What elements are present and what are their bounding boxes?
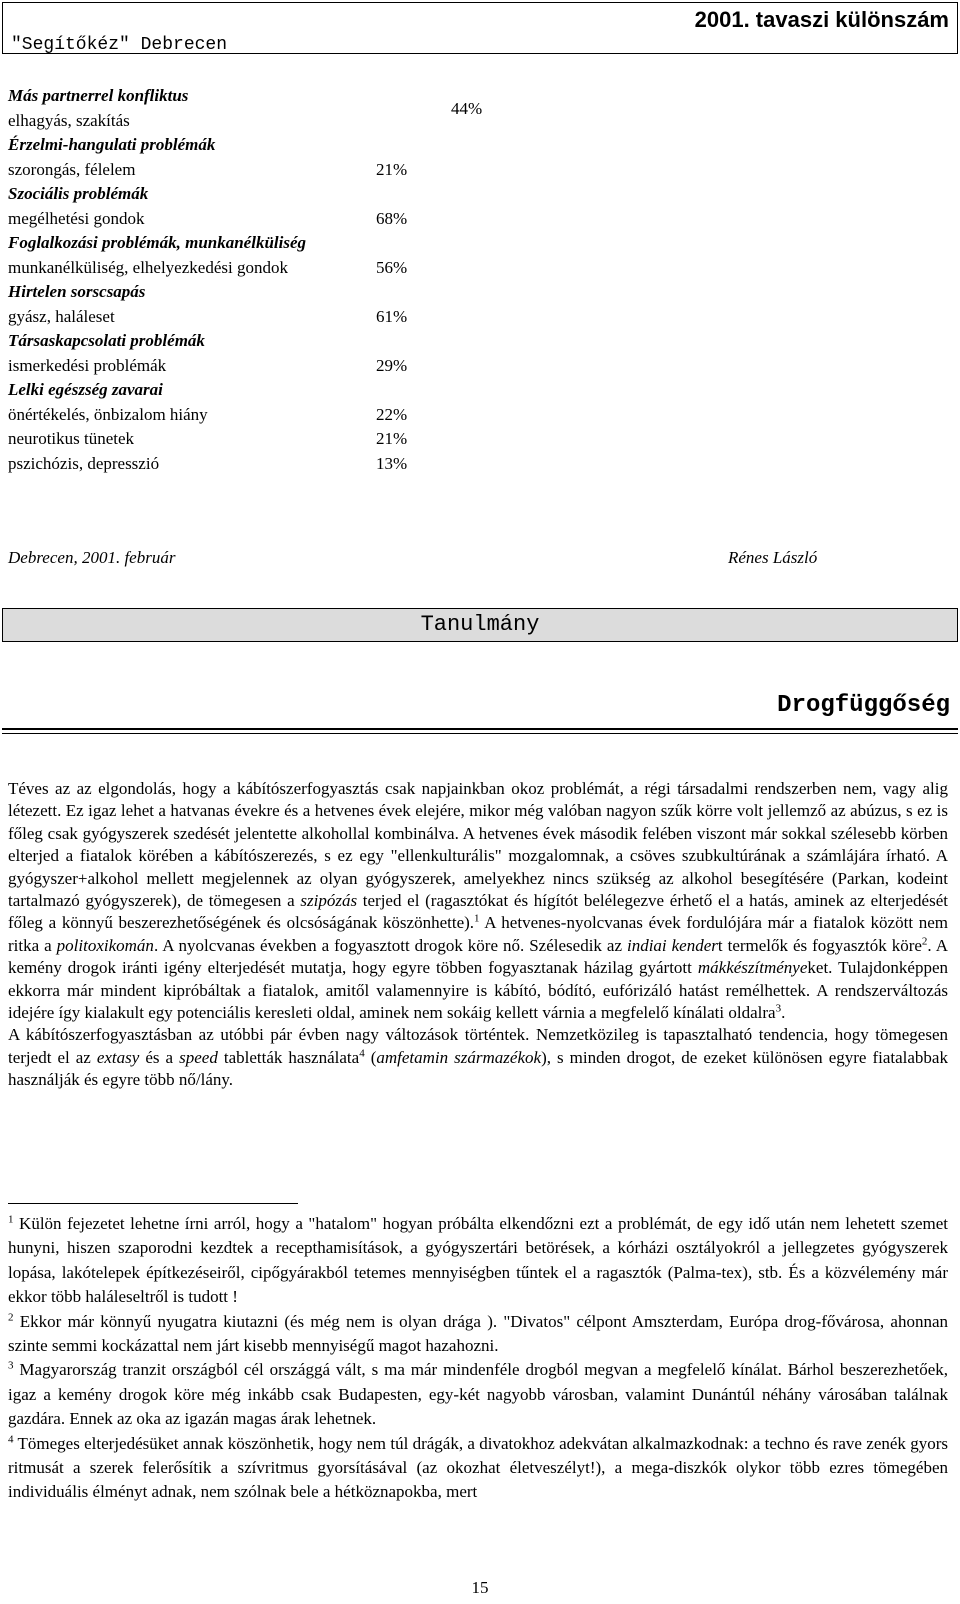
row-percentage: 61% xyxy=(376,306,408,326)
article-body xyxy=(8,778,948,1092)
footnote-text: Magyarország tranzit országból cél országgá vált, s ma már mindenféle drogból megvan a megfelelő kínálat. Bárhol beszerezhetőek, igaz a kemény drogok köre még inkább csak Budapesten, egy-két nagyobb városban, valamint Dunántúl néhány városában találnak gazdára. Ennek az oka az igazán magas árak lehetnek. xyxy=(8,1360,948,1429)
row-label: Érzelmi-hangulati problémák xyxy=(8,135,216,154)
row-percentage: 22% xyxy=(376,404,408,424)
table-row xyxy=(8,207,488,232)
footnote-number: 4 xyxy=(8,1433,14,1445)
footnote-number: 2 xyxy=(8,1310,14,1323)
paragraph-2: A kábítószerfogyasztásban az utóbbi pár évben nagy változások történtek. Nemzetközileg is tapasztalható tendencia, hogy tömegesen terjedt el az extasy és a speed tabletták használata$^4$ (amfetamin származékok), s minden drogot, de ezeket különösen egyre fiatalabbak használják és egyre több nő/lány. xyxy=(8,1025,948,1090)
footnote-ref-3: 3 xyxy=(775,1002,782,1015)
row-percentage: 21% xyxy=(376,429,408,448)
author-name: Rénes László xyxy=(728,548,818,567)
row-label: elhagyás, szakítás xyxy=(8,110,130,130)
row-percentage: 21% xyxy=(376,159,408,179)
table-row xyxy=(8,452,488,477)
row-label: Lelki egészség zavarai xyxy=(8,380,163,399)
row-label: pszichózis, depresszió xyxy=(8,453,160,473)
footnote-ref-1: 1 xyxy=(474,912,480,925)
table-row xyxy=(8,403,488,428)
row-label: Társaskapcsolati problémák xyxy=(8,331,205,350)
place-date: Debrecen, 2001. február xyxy=(8,548,176,567)
article-title: Drogfüggőség xyxy=(777,692,950,719)
row-label: Foglalkozási problémák, munkanélküliség xyxy=(8,233,307,252)
row-label: ismerkedési problémák xyxy=(8,355,167,375)
footnote xyxy=(8,1358,948,1431)
row-percentage: 29% xyxy=(376,355,408,375)
footnote-text: Tömeges elterjedésüket annak köszönhetik, hogy nem túl drágák, a divatokhoz adekvátan alkalmazkodnak: a techno és rave zenék gyors ritmusát a szerek felerősítik a szívritmus gyorsításával (az okozhat életveszélyt!), a mega-diszkók olykor több ezres tömegében individuális élményt adnak, nem szólnak bele a hétköznapokba, mert xyxy=(8,1433,948,1502)
footnote xyxy=(8,1432,948,1505)
header-publisher: "Segítőkéz" Debrecen xyxy=(11,35,228,55)
problem-statistics-table xyxy=(8,84,488,476)
table-row xyxy=(8,427,488,452)
row-label: Hirtelen sorscsapás xyxy=(8,282,146,301)
row-label: Más partnerrel konfliktus xyxy=(8,86,189,105)
table-row xyxy=(8,256,488,281)
category-heading xyxy=(8,133,488,158)
row-label: Szociális problémák xyxy=(8,184,149,203)
page-number: 15 xyxy=(471,1578,489,1597)
row-label: neurotikus tünetek xyxy=(8,429,135,448)
row-percentage: 56% xyxy=(376,257,408,277)
category-heading xyxy=(8,84,488,109)
row-label: megélhetési gondok xyxy=(8,208,145,228)
table-row xyxy=(8,305,488,330)
row-label: önértékelés, önbizalom hiány xyxy=(8,404,208,424)
category-heading xyxy=(8,329,488,354)
table-row xyxy=(8,354,488,379)
category-heading xyxy=(8,378,488,403)
row-label: munkanélküliség, elhelyezkedési gondok xyxy=(8,257,288,277)
title-rule-thin xyxy=(2,733,958,734)
footnote-text: Ekkor már könnyű nyugatra kiutazni (és még nem is olyan drága ). "Divatos" célpont Amszterdam, Európa drog-fővárosa, ahonnan szinte semmi kockázattal nem járt kisebb mennyiségű magot hazahozni. xyxy=(8,1311,948,1356)
section-banner: Tanulmány xyxy=(2,608,958,642)
footnote-text: Külön fejezetet lehetne írni arról, hogy a "hatalom" hogyan próbálta elkendőzni ezt a problémát, de egy idő után nem lehetett szemet hunyni, hiszen szaporodni kezdtek a recepthamisítások, a gyógyszertári betörések, a kórházi osztályokról a jellegzetes gyógyszerek lopása, lakótelepek építkezéseiről, cipőgyárakból tetemes mennyiségben tűntek el a ragasztók (Palma-tex), stb. És a közvélemény már ekkor több haláleseltről is tudott ! xyxy=(8,1214,948,1307)
footnote-number: 1 xyxy=(8,1213,14,1226)
footnote-number: 3 xyxy=(8,1359,14,1372)
category-heading xyxy=(8,280,488,305)
table-row xyxy=(8,98,488,134)
footnote-ref-2: 2 xyxy=(921,935,928,948)
row-percentage: 68% xyxy=(376,208,408,228)
footnote xyxy=(8,1212,948,1310)
footnote-separator xyxy=(8,1203,298,1204)
category-heading xyxy=(8,182,488,207)
category-heading xyxy=(8,231,488,256)
footnotes xyxy=(8,1212,948,1505)
header-issue: 2001. tavaszi különszám xyxy=(694,7,949,32)
title-rule xyxy=(2,728,958,730)
row-percentage: 13% xyxy=(376,453,408,473)
table-row xyxy=(8,158,488,183)
paragraph-1: Téves az az elgondolás, hogy a kábítószerfogyasztás csak napjainkban okoz problémát, a régi társadalmi rendszerben nem, vagy alig létezett. Ez igaz lehet a hatvanas évekre és a hetvenes évek elejére, mikor még valóban nagyon szűk körre volt jellemző az abúzus, s ez is főleg csak gyógyszerek szedését jelentette alkohollal kombinálva. A hetvenes évek második felében viszont már sokkal szélesebb körben elterjed a fiatalok körében a kábítószerezés, s ez egy "ellenkulturális" mozgalomnak, a csöves szubkultúrának a számlájára írható. A gyógyszer+alkohol mellett megjelennek az olyan gyógyszerek, amelyekhez nincs szükség az alkohol besegítésére (Parkan, kodeint tartalmazó gyógyszerek), de tömegesen a szipózás terjed el (ragasztókat és hígítót belélegezve érhető el a hatás, aminek az elterjedését főleg a könnyű beszerezhetőségének és olcsóságának köszönhette).$^1$ A hetvenes-nyolcvanas évek fordulójára már a fiatalok között nem ritka a politoxikomán. A nyolcvanas években a fogyasztott drogok köre nő. Szélesedik az indiai kendert termelők és fogyasztók köre$^2$. A kemény drogok iránti igény elterjedését mutatja, hogy egyre többen fogyasztanak házilag gyártott mákkészítményeket. Tulajdonképpen ekkorra már mindent kipróbáltak a fiatalok, amitől valamennyire is kábító, bódító, eufórizáló hatást remélhettek. A rendszerváltozás idejére így kialakult egy potenciális keresleti oldal, aminek nem sokáig kellett várnia a megfelelő kínálati oldalra$^3$. xyxy=(8,779,948,1023)
row-label: szorongás, félelem xyxy=(8,159,136,179)
footnote-ref-4: 4 xyxy=(359,1047,365,1060)
page-header xyxy=(2,2,958,54)
footnote xyxy=(8,1310,948,1359)
row-percentage: 44% xyxy=(451,98,483,118)
row-label: gyász, haláleset xyxy=(8,306,115,326)
